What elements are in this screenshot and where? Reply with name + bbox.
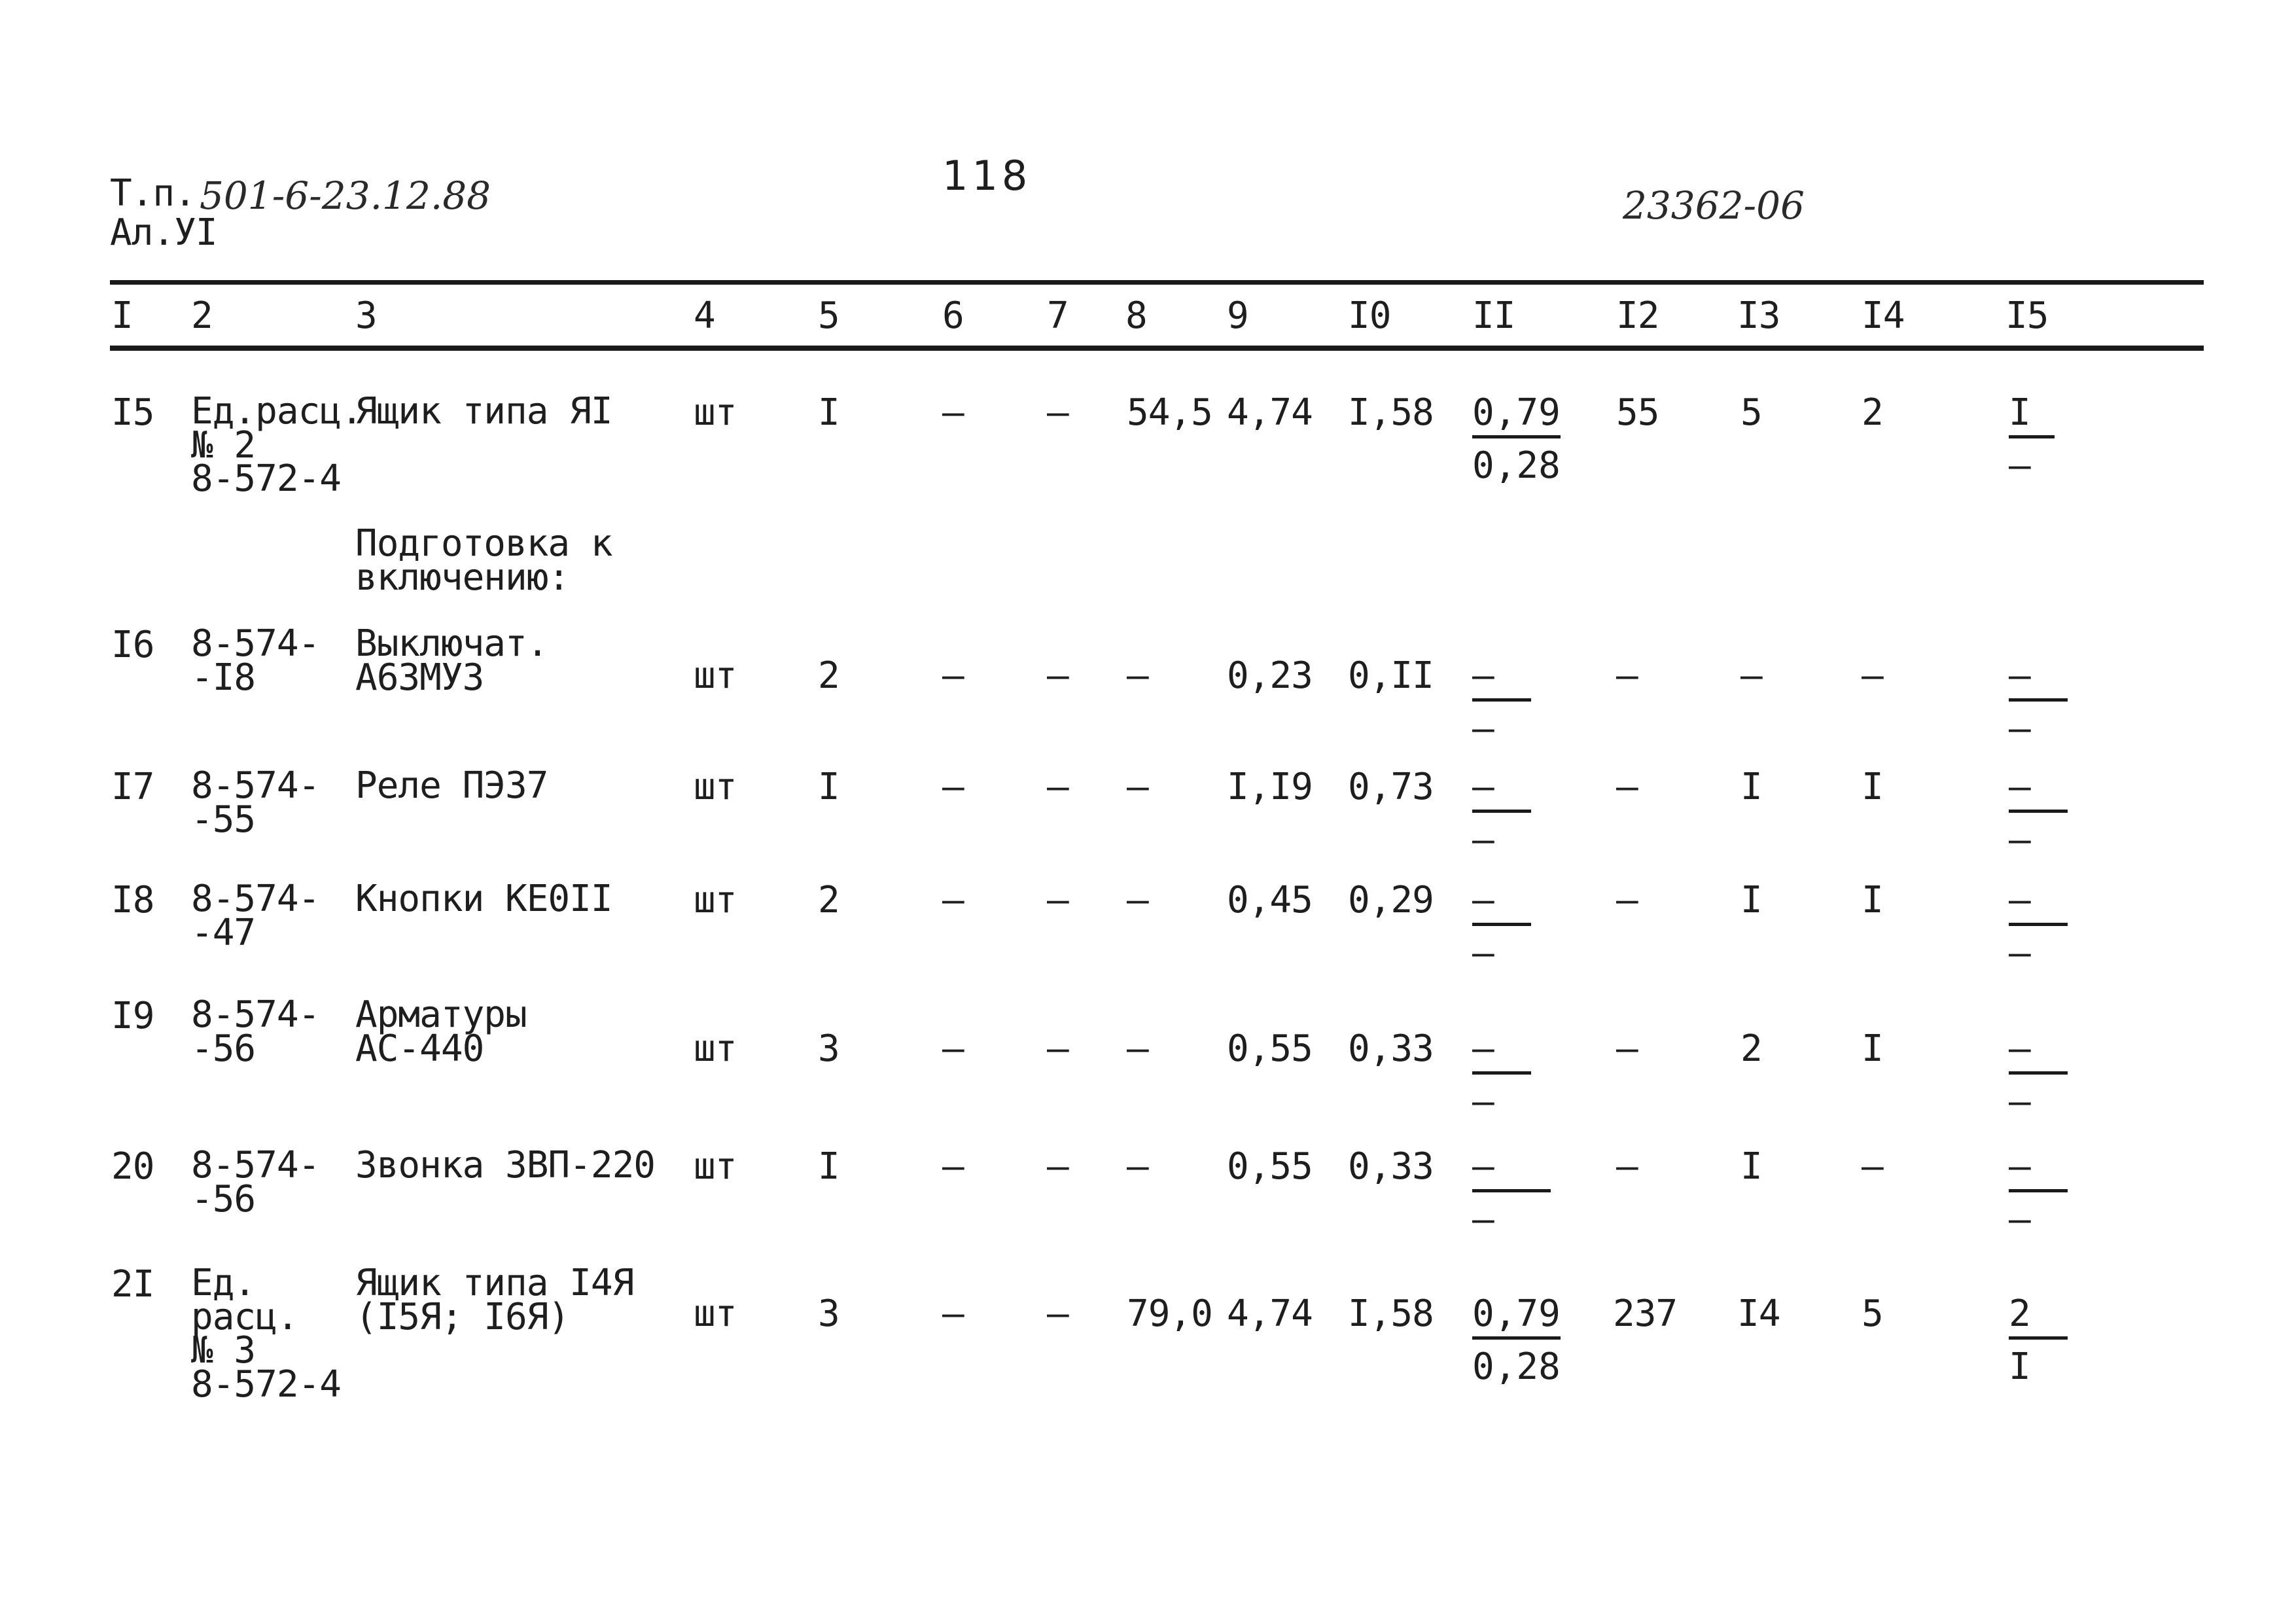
col-11-numerator: –: [1472, 1149, 1551, 1192]
rate-code: 8-574- -47: [191, 878, 320, 954]
col-11-fraction: [1472, 879, 1531, 974]
row-number: I6: [111, 624, 154, 666]
col-7: –: [1047, 1145, 1069, 1188]
col-10: 0,II: [1348, 654, 1434, 697]
col-12: –: [1616, 1145, 1638, 1188]
col-10: 0,33: [1348, 1027, 1434, 1070]
column-header: 4: [694, 294, 715, 337]
quantity: 2: [818, 879, 839, 921]
col-7: –: [1047, 1293, 1069, 1335]
col-7: –: [1047, 766, 1069, 808]
col-8: 79,0: [1127, 1293, 1212, 1335]
rate-code: 8-574- -I8: [191, 622, 320, 699]
column-header: 5: [818, 294, 839, 337]
col-9: 0,45: [1227, 879, 1313, 921]
col-15-numerator: –: [2009, 1031, 2068, 1075]
col-7: –: [1047, 654, 1069, 697]
col-13: I: [1740, 766, 1762, 808]
col-11-denominator: 0,28: [1472, 444, 1561, 487]
col-8: –: [1127, 879, 1148, 921]
quantity: 3: [818, 1027, 839, 1070]
col-15-fraction: [2009, 1145, 2068, 1241]
col-10: I,58: [1348, 391, 1434, 434]
column-header: 3: [355, 294, 377, 337]
column-header: I2: [1616, 294, 1659, 337]
col-11-denominator: –: [1472, 707, 1494, 750]
column-header: II: [1472, 294, 1515, 337]
col-10: 0,29: [1348, 879, 1434, 921]
col-14: I: [1862, 879, 1883, 921]
column-header: I4: [1862, 294, 1905, 337]
page-number: 118: [942, 152, 1032, 200]
column-header: I0: [1348, 294, 1391, 337]
col-8: –: [1127, 1145, 1148, 1188]
col-11-fraction: [1472, 654, 1531, 750]
col-15-denominator: –: [2009, 444, 2031, 487]
row-number: I5: [111, 391, 154, 434]
col-11-fraction: [1472, 391, 1561, 487]
col-15-fraction: [2009, 879, 2068, 974]
col-8: –: [1127, 766, 1148, 808]
col-6: –: [942, 1145, 964, 1188]
col-14: 5: [1862, 1293, 1883, 1335]
col-12: 55: [1616, 391, 1659, 434]
col-11-denominator: –: [1472, 819, 1494, 861]
col-11-fraction: [1472, 766, 1531, 861]
quantity: I: [818, 391, 839, 434]
col-11-denominator: –: [1472, 932, 1494, 974]
col-12: –: [1616, 654, 1638, 697]
col-15-fraction: [2009, 1293, 2068, 1388]
column-header: 2: [191, 294, 213, 337]
col-13: I4: [1737, 1293, 1780, 1335]
col-6: –: [942, 1027, 964, 1070]
col-10: I,58: [1348, 1293, 1434, 1335]
col-7: –: [1047, 391, 1069, 434]
col-6: –: [942, 766, 964, 808]
table-header-rule: [110, 346, 2204, 351]
rate-code: Ед.расц. № 2 8-572-4: [191, 390, 362, 501]
col-10: 0,33: [1348, 1145, 1434, 1188]
col-8: –: [1127, 1027, 1148, 1070]
column-header: 6: [942, 294, 964, 337]
col-6: –: [942, 1293, 964, 1335]
row-number: I8: [111, 879, 154, 921]
col-11-denominator: –: [1472, 1080, 1494, 1123]
col-15-numerator: –: [2009, 1149, 2068, 1192]
col-7: –: [1047, 1027, 1069, 1070]
col-15-denominator: –: [2009, 819, 2031, 861]
rate-code: 8-574- -56: [191, 993, 320, 1070]
col-11-numerator: –: [1472, 769, 1531, 813]
col-9: 0,23: [1227, 654, 1313, 697]
section-title: Подготовка к включению:: [355, 522, 612, 599]
col-6: –: [942, 391, 964, 434]
col-6: –: [942, 654, 964, 697]
col-15-fraction: [2009, 766, 2068, 861]
rate-code: 8-574- -56: [191, 1144, 320, 1221]
col-7: –: [1047, 879, 1069, 921]
col-14: –: [1862, 1145, 1883, 1188]
col-13: 5: [1740, 391, 1762, 434]
col-15-fraction: [2009, 654, 2068, 750]
col-6: –: [942, 879, 964, 921]
row-number: 20: [111, 1145, 154, 1188]
col-11-numerator: 0,79: [1472, 395, 1561, 438]
item-name: Реле ПЭ37: [355, 764, 548, 807]
col-15-denominator: –: [2009, 707, 2031, 750]
col-9: 0,55: [1227, 1027, 1313, 1070]
col-12: 237: [1613, 1293, 1678, 1335]
col-9: I,I9: [1227, 766, 1313, 808]
item-name: Звонка ЗВП-220: [355, 1144, 656, 1186]
col-9: 4,74: [1227, 1293, 1313, 1335]
col-15-fraction: [2009, 1027, 2068, 1123]
row-number: I7: [111, 766, 154, 808]
col-15-denominator: –: [2009, 1080, 2031, 1123]
unit: шт: [694, 391, 737, 434]
table-top-rule: [110, 280, 2204, 285]
col-11-fraction: [1472, 1027, 1531, 1123]
col-13: I: [1740, 879, 1762, 921]
rate-code: Ед. расц. № 3 8-572-4: [191, 1262, 342, 1406]
album-label: Ал.УI: [110, 211, 217, 254]
col-15-numerator: –: [2009, 769, 2068, 813]
item-name: Ящик типа I4Я (I5Я; I6Я): [355, 1262, 634, 1338]
item-name: Арматуры АС-440: [355, 993, 527, 1070]
col-11-numerator: 0,79: [1472, 1296, 1561, 1340]
item-name: Выключат. А63МУ3: [355, 622, 548, 699]
col-15-numerator: –: [2009, 658, 2068, 702]
item-name: Кнопки КЕ0II: [355, 878, 612, 920]
quantity: 2: [818, 654, 839, 697]
col-11-numerator: –: [1472, 882, 1531, 926]
unit: шт: [694, 879, 737, 921]
col-12: –: [1616, 879, 1638, 921]
col-14: –: [1862, 654, 1883, 697]
rate-code: 8-574- -55: [191, 764, 320, 841]
unit: шт: [694, 1027, 737, 1070]
col-8: 54,5: [1127, 391, 1212, 434]
tp-number: 501-6-23.12.88: [200, 173, 491, 218]
col-13: I: [1740, 1145, 1762, 1188]
col-15-denominator: –: [2009, 932, 2031, 974]
row-number: 2I: [111, 1263, 154, 1306]
column-header: 9: [1227, 294, 1248, 337]
col-11-numerator: –: [1472, 1031, 1531, 1075]
column-header: 7: [1047, 294, 1069, 337]
col-11-numerator: –: [1472, 658, 1531, 702]
unit: шт: [694, 766, 737, 808]
row-number: I9: [111, 995, 154, 1037]
col-15-numerator: I: [2009, 395, 2055, 438]
unit: шт: [694, 1293, 737, 1335]
column-header: I: [111, 294, 133, 337]
col-15-fraction: [2009, 391, 2055, 487]
quantity: I: [818, 1145, 839, 1188]
unit: шт: [694, 654, 737, 697]
col-15-numerator: 2: [2009, 1296, 2068, 1340]
col-15-denominator: –: [2009, 1198, 2031, 1241]
document-code: 23362-06: [1623, 183, 1805, 228]
col-11-denominator: –: [1472, 1198, 1494, 1241]
col-15-denominator: I: [2009, 1346, 2031, 1388]
quantity: 3: [818, 1293, 839, 1335]
column-header: I3: [1737, 294, 1780, 337]
column-header: 8: [1125, 294, 1147, 337]
col-15-numerator: –: [2009, 882, 2068, 926]
col-11-fraction: [1472, 1293, 1561, 1388]
col-8: –: [1127, 654, 1148, 697]
col-11-fraction: [1472, 1145, 1551, 1241]
col-13: –: [1740, 654, 1762, 697]
col-12: –: [1616, 766, 1638, 808]
col-9: 0,55: [1227, 1145, 1313, 1188]
col-12: –: [1616, 1027, 1638, 1070]
quantity: I: [818, 766, 839, 808]
col-10: 0,73: [1348, 766, 1434, 808]
col-11-denominator: 0,28: [1472, 1346, 1561, 1388]
col-9: 4,74: [1227, 391, 1313, 434]
tp-label: Т.п.: [110, 172, 196, 215]
col-13: 2: [1740, 1027, 1762, 1070]
item-name: Ящик типа ЯI: [355, 390, 612, 433]
col-14: I: [1862, 1027, 1883, 1070]
col-14: 2: [1862, 391, 1883, 434]
unit: шт: [694, 1145, 737, 1188]
column-header: I5: [2005, 294, 2049, 337]
col-14: I: [1862, 766, 1883, 808]
